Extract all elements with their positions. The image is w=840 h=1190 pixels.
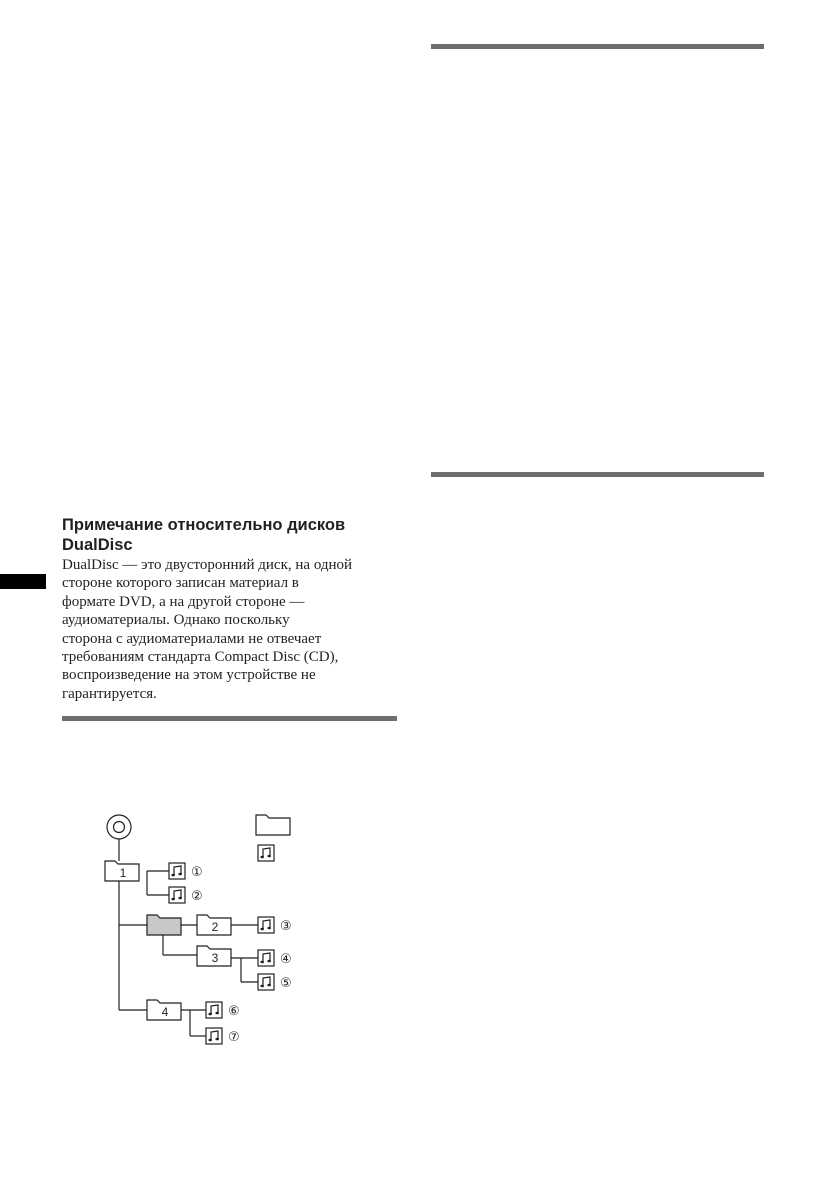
svg-text:2: 2 (211, 920, 219, 934)
svg-text:1: 1 (119, 866, 127, 880)
folder-2 (197, 915, 231, 935)
dualdisc-body-line: гарантируется. (62, 685, 157, 702)
folder-1 (105, 861, 139, 881)
section-rule-middle-right (431, 472, 764, 477)
track-7 (206, 1028, 240, 1045)
svg-text:①: ① (191, 865, 203, 880)
svg-text:⑤: ⑤ (280, 976, 292, 991)
section-rule-left (62, 716, 397, 721)
svg-text:④: ④ (280, 952, 292, 967)
track-5 (258, 974, 292, 991)
dualdisc-body-line: стороне которого записан материал в (62, 575, 299, 592)
music-file-icon (258, 845, 274, 861)
folder-tree-diagram (90, 800, 320, 1065)
dualdisc-note-body (62, 556, 402, 703)
dualdisc-heading-line-1: Примечание относительно дисков (62, 516, 346, 534)
folder-tree-svg (90, 800, 320, 1060)
track-1 (169, 863, 203, 880)
svg-text:⑥: ⑥ (228, 1004, 240, 1019)
dualdisc-body-line: аудиоматериалы. Однако поскольку (62, 612, 290, 629)
dualdisc-heading-line-2: DualDisc (62, 536, 133, 554)
dualdisc-body-line: DualDisc — это двусторонний диск, на одной (62, 557, 353, 573)
track-3 (258, 917, 292, 934)
language-side-tab (0, 574, 46, 589)
disc-icon (107, 815, 131, 839)
svg-text:⑦: ⑦ (228, 1030, 240, 1045)
dualdisc-body-line: требованиям стандарта Compact Disc (CD), (62, 649, 339, 666)
track-4 (258, 950, 292, 967)
dualdisc-note-heading (62, 515, 402, 555)
dualdisc-body-line: сторона с аудиоматериалами не отвечает (62, 630, 322, 647)
folder-4 (147, 1000, 181, 1020)
folder-highlighted (147, 915, 181, 935)
svg-text:②: ② (191, 889, 203, 904)
svg-text:③: ③ (280, 919, 292, 934)
folder-3 (197, 946, 231, 966)
svg-text:3: 3 (211, 951, 219, 965)
svg-text:4: 4 (161, 1005, 169, 1019)
dualdisc-body-line: воспроизведение на этом устройстве не (62, 667, 316, 684)
dualdisc-body-line: формате DVD, а на другой стороне — (62, 593, 305, 610)
track-6 (206, 1002, 240, 1019)
folder-icon (256, 815, 290, 835)
track-2 (169, 887, 203, 904)
section-rule-top-right (431, 44, 764, 49)
